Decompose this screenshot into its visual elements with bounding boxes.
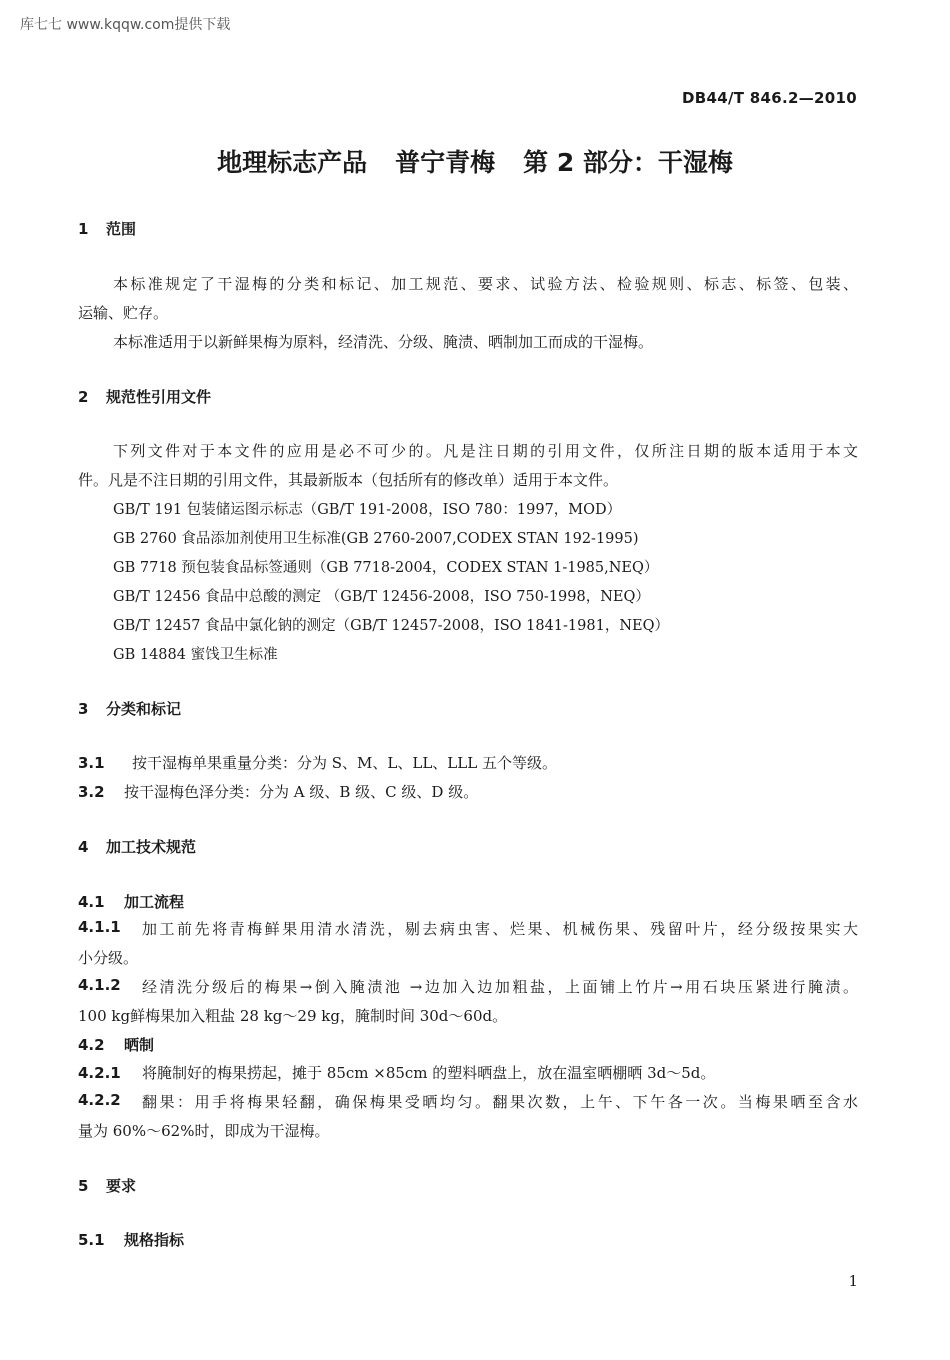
document-number: DB44/T 846.2—2010	[682, 89, 857, 107]
paragraph-line: 100 kg鲜梅果加入粗盐 28 kg～29 kg，腌制时间 30d～60d。	[78, 1007, 508, 1025]
reference-item: GB 14884 蜜饯卫生标准	[113, 647, 278, 663]
section-number: 4	[78, 838, 89, 856]
section-number: 1	[78, 220, 89, 238]
clause-4-2-2-line-1	[78, 1091, 858, 1112]
clause-text: 按干湿梅单果重量分类：分为 S、M、L、LL、LLL 五个等级。	[132, 754, 557, 772]
section-5-heading	[78, 1175, 136, 1196]
title-part-1: 地理标志产品	[217, 148, 368, 177]
section-number: 5	[78, 1177, 89, 1195]
section-title: 分类和标记	[106, 700, 182, 718]
clause-text: 翻果：用手将梅果轻翻，确保梅果受晒均匀。翻果次数，上午、下午各一次。当梅果晒至含水	[142, 1093, 858, 1111]
paragraph-line: 件。凡是不注日期的引用文件，其最新版本（包括所有的修改单）适用于本文件。	[78, 471, 619, 489]
subsection-number: 4.2	[78, 1036, 105, 1054]
clause-4-1-2-line-1	[78, 976, 858, 997]
section-title: 规范性引用文件	[106, 388, 212, 406]
clause-number: 4.2.2	[78, 1091, 121, 1109]
section-title: 加工技术规范	[106, 838, 197, 856]
clause-text: 按干湿梅色泽分类：分为 A 级、B 级、C 级、D 级。	[124, 783, 479, 801]
subsection-5-1-heading	[78, 1229, 184, 1250]
clause-text: 将腌制好的梅果捞起，摊于 85cm ×85cm 的塑料晒盘上，放在温室晒棚晒 3d～5d。	[142, 1064, 716, 1082]
reference-item: GB/T 12456 食品中总酸的测定 （GB/T 12456-2008，ISO 750-1998，NEQ）	[113, 589, 650, 605]
paragraph-line: 运输、贮存。	[78, 304, 169, 322]
section-3-heading	[78, 698, 181, 719]
reference-item: GB 7718 预包装食品标签通则（GB 7718-2004，CODEX STAN 1-1985,NEQ）	[113, 560, 659, 576]
title-part-3: 第 2 部分：干湿梅	[523, 148, 733, 177]
clause-3-1	[78, 752, 557, 773]
reference-item: GB/T 191 包装储运图示标志（GB/T 191-2008，ISO 780：1997，MOD）	[113, 502, 622, 518]
clause-text: 经清洗分级后的梅果→倒入腌渍池 →边加入边加粗盐，上面铺上竹片→用石块压紧进行腌渍。	[142, 978, 858, 996]
section-4-heading	[78, 836, 196, 857]
section-title: 要求	[106, 1177, 137, 1195]
clause-number: 4.2.1	[78, 1064, 121, 1082]
section-title: 范围	[106, 220, 137, 238]
watermark-text: 库七七 www.kqqw.com提供下载	[20, 17, 231, 33]
clause-3-2	[78, 781, 478, 802]
section-1-heading	[78, 218, 136, 239]
paragraph-line: 量为 60%～62%时，即成为干湿梅。	[78, 1122, 330, 1140]
subsection-title: 晒制	[124, 1036, 155, 1054]
page-number: 1	[848, 1272, 858, 1290]
clause-number: 4.1.2	[78, 976, 121, 994]
document-title	[0, 143, 950, 179]
reference-item: GB 2760 食品添加剂使用卫生标准(GB 2760-2007,CODEX STAN 192-1995)	[113, 531, 639, 547]
subsection-title: 规格指标	[124, 1231, 185, 1249]
subsection-number: 4.1	[78, 893, 105, 911]
clause-number: 3.2	[78, 783, 105, 801]
paragraph-line: 下列文件对于本文件的应用是必不可少的。凡是注日期的引用文件，仅所注日期的版本适用于本文	[113, 442, 858, 460]
clause-number: 3.1	[78, 754, 105, 772]
section-number: 3	[78, 700, 89, 718]
title-part-2: 普宁青梅	[395, 148, 496, 177]
paragraph-line: 小分级。	[78, 949, 139, 967]
clause-text: 加工前先将青梅鲜果用清水清洗，剔去病虫害、烂果、机械伤果、残留叶片，经分级按果实大	[142, 920, 858, 938]
subsection-number: 5.1	[78, 1231, 105, 1249]
subsection-title: 加工流程	[124, 893, 185, 911]
clause-4-1-1-line-1	[78, 918, 858, 939]
subsection-4-2-heading	[78, 1034, 154, 1055]
paragraph-line: 本标准规定了干湿梅的分类和标记、加工规范、要求、试验方法、检验规则、标志、标签、包装、	[113, 275, 858, 293]
subsection-4-1-heading	[78, 891, 184, 912]
section-2-heading	[78, 386, 211, 407]
section-number: 2	[78, 388, 89, 406]
clause-number: 4.1.1	[78, 918, 121, 936]
clause-4-2-1	[78, 1062, 715, 1083]
reference-item: GB/T 12457 食品中氯化钠的测定（GB/T 12457-2008，ISO 1841-1981，NEQ）	[113, 618, 669, 634]
paragraph-line: 本标准适用于以新鲜果梅为原料，经清洗、分级、腌渍、晒制加工而成的干湿梅。	[113, 333, 654, 351]
